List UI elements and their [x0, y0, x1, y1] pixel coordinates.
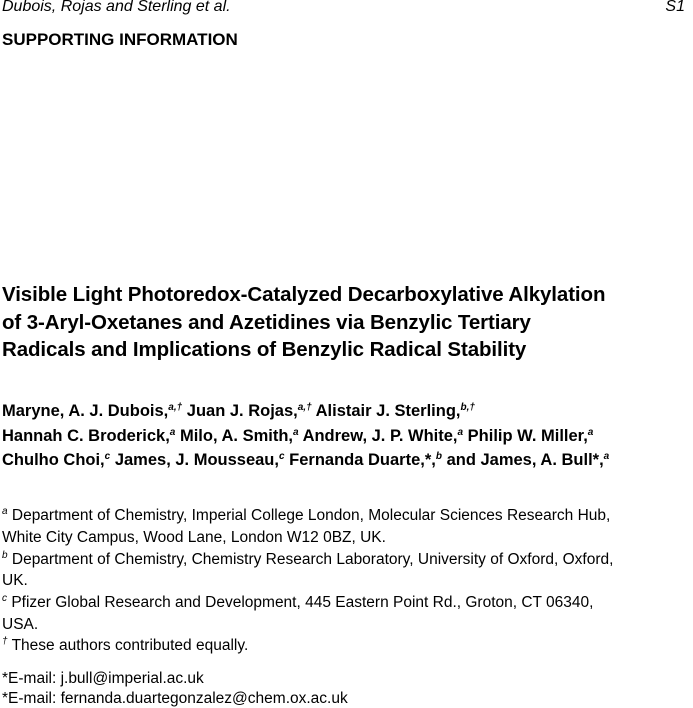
author-affiliation-mark: a: [603, 451, 610, 462]
author-affiliation-mark: a: [169, 427, 176, 438]
equal-contribution-note: [2, 637, 248, 655]
email-text: *E-mail: j.bull@imperial.ac.uk: [2, 670, 204, 687]
author-affiliation-mark: a: [457, 427, 464, 438]
author-line-1: [2, 402, 475, 421]
author-name: James, J. Mousseau,: [114, 451, 279, 469]
author-affiliation-mark: b: [435, 451, 442, 462]
paper-title-line-1: Visible Light Photoredox-Catalyzed Decarboxylative Alkylation: [2, 283, 606, 306]
author-name: and James, A. Bull*,: [446, 451, 604, 469]
author-name: Juan J. Rojas,: [186, 402, 298, 420]
author-affiliation-mark: b,†: [460, 402, 475, 413]
affiliation-text: Pfizer Global Research and Development, 445 Eastern Point Rd., Groton, CT 06340,: [11, 594, 594, 611]
author-name: Philip W. Miller,: [467, 427, 588, 445]
author-affiliation-mark: a: [587, 427, 594, 438]
author-name: Maryne, A. J. Dubois,: [2, 402, 169, 420]
author-affiliation-mark: c: [104, 451, 111, 462]
affiliation-a-continued: White City Campus, Wood Lane, London W12 0BZ, UK.: [2, 529, 386, 546]
affiliation-c: [2, 594, 593, 612]
affiliation-text: Department of Chemistry, Chemistry Research Laboratory, University of Oxford, Oxford,: [11, 551, 614, 568]
author-affiliation-mark: a: [293, 427, 299, 438]
author-affiliation-mark: a,†: [297, 402, 312, 413]
author-affiliation-mark: a,†: [168, 402, 183, 413]
equal-contribution-mark: †: [2, 636, 8, 647]
author-name: Hannah C. Broderick,: [2, 427, 170, 445]
author-name: Fernanda Duarte,*,: [289, 451, 436, 469]
affiliation-a: [2, 507, 610, 525]
email-text: *E-mail: fernanda.duartegonzalez@chem.ox.ac.uk: [2, 690, 348, 707]
affiliation-text: Department of Chemistry, Imperial College London, Molecular Sciences Research Hub,: [11, 507, 611, 524]
author-affiliation-mark: c: [278, 451, 285, 462]
author-line-2: [2, 427, 593, 446]
affiliation-mark: c: [2, 593, 7, 604]
author-name: Milo, A. Smith,: [179, 427, 294, 445]
author-line-3: [2, 451, 609, 470]
paper-title-line-2: of 3-Aryl-Oxetanes and Azetidines via Benzylic Tertiary: [2, 311, 531, 334]
author-name: Andrew, J. P. White,: [302, 427, 458, 445]
affiliation-c-continued: USA.: [2, 616, 39, 633]
supporting-information-heading: SUPPORTING INFORMATION: [2, 30, 238, 49]
contact-email-duarte: [2, 690, 348, 708]
affiliation-b: [2, 551, 613, 569]
author-name: Alistair J. Sterling,: [315, 402, 461, 420]
running-head: Dubois, Rojas and Sterling et al.: [2, 0, 231, 15]
contact-email-bull: [2, 670, 204, 688]
affiliation-b-continued: UK.: [2, 572, 28, 589]
paper-title-line-3: Radicals and Implications of Benzylic Radical Stability: [2, 338, 527, 361]
page-number: S1: [665, 0, 685, 15]
equal-contribution-text: These authors contributed equally.: [11, 637, 249, 654]
affiliation-mark: b: [2, 550, 8, 561]
affiliation-mark: a: [2, 506, 8, 517]
author-name: Chulho Choi,: [2, 451, 105, 469]
